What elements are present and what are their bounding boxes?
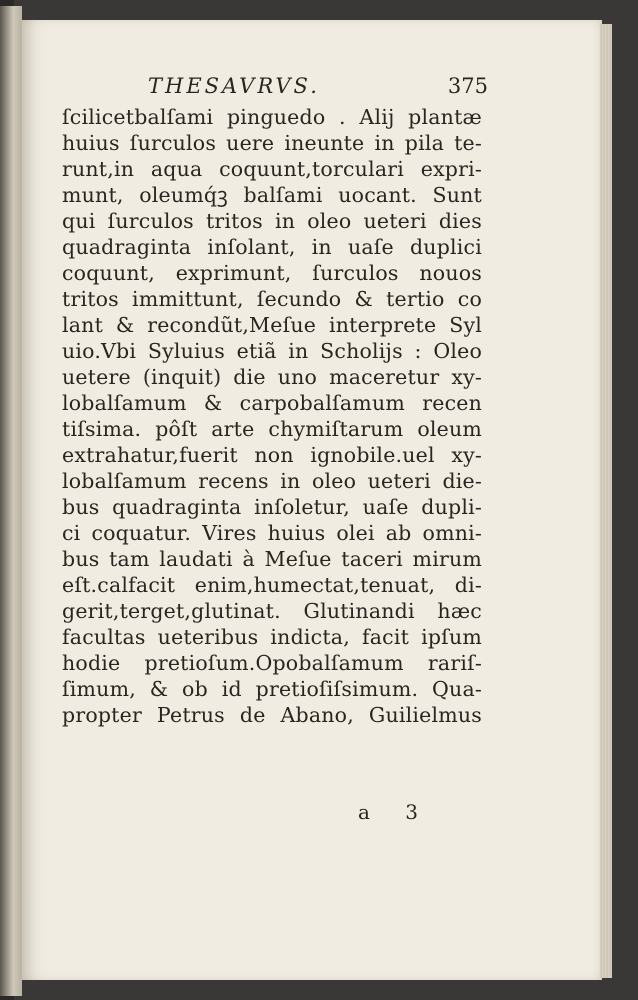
text-line: munt, oleumq́ꝫ balſami uocant. Sunt [62, 183, 482, 207]
text-line: ſimum, & ob id pretioſiſsimum. Qua- [62, 677, 482, 701]
text-line: quadraginta inſolant, in uaſe duplici [62, 235, 482, 259]
text-line: coquunt, exprimunt, ſurculos nouos [62, 261, 482, 285]
text-line: extrahatur,fuerit non ignobile.uel xy- [62, 443, 482, 467]
text-line: eſt.calfacit enim,humectat,tenuat, di- [62, 573, 482, 597]
text-line: bus quadraginta inſoletur, uaſe dupli- [62, 495, 482, 519]
text-line: tritos immittunt, ſecundo & tertio co [62, 287, 482, 311]
text-line: lant & recondũt,Meſue interprete Syl [62, 313, 482, 337]
signature-letter: a [358, 800, 370, 824]
running-title: THESAVRVS. [148, 74, 320, 98]
facing-page-edge [0, 6, 22, 996]
text-line: propter Petrus de Abano, Guilielmus [62, 703, 482, 727]
text-line: hodie pretioſum.Opobalſamum rariſ- [62, 651, 482, 675]
text-line: lobalſamum & carpobalſamum recen [62, 391, 482, 415]
body-text [62, 104, 482, 728]
text-line: bus tam laudati à Meſue taceri mirum [62, 547, 482, 571]
folio-number: 375 [447, 74, 488, 98]
page-block-edge [600, 24, 612, 978]
text-line: uetere (inquit) die uno maceretur xy- [62, 365, 482, 389]
text-line: uio.Vbi Syluius etiã in Scholijs : Oleo [62, 339, 482, 363]
text-line: facultas ueteribus indicta, facit ipſum [62, 625, 482, 649]
running-head [148, 74, 488, 104]
text-line: ci coquatur. Vires huius olei ab omni- [62, 521, 482, 545]
text-line: lobalſamum recens in oleo ueteri die- [62, 469, 482, 493]
text-line: qui ſurculos tritos in oleo ueteri dies [62, 209, 482, 233]
text-line: tiſsima. pôſt arte chymiſtarum oleum [62, 417, 482, 441]
text-line: gerit,terget,glutinat. Glutinandi hæc [62, 599, 482, 623]
signature-mark [358, 800, 418, 826]
text-line: runt,in aqua coquunt,torculari expri- [62, 157, 482, 181]
text-line: huius ſurculos uere ineunte in pila te- [62, 131, 482, 155]
text-line: ſcilicetbalſami pinguedo . Alij plantæ [62, 105, 482, 129]
signature-number: 3 [405, 800, 418, 824]
